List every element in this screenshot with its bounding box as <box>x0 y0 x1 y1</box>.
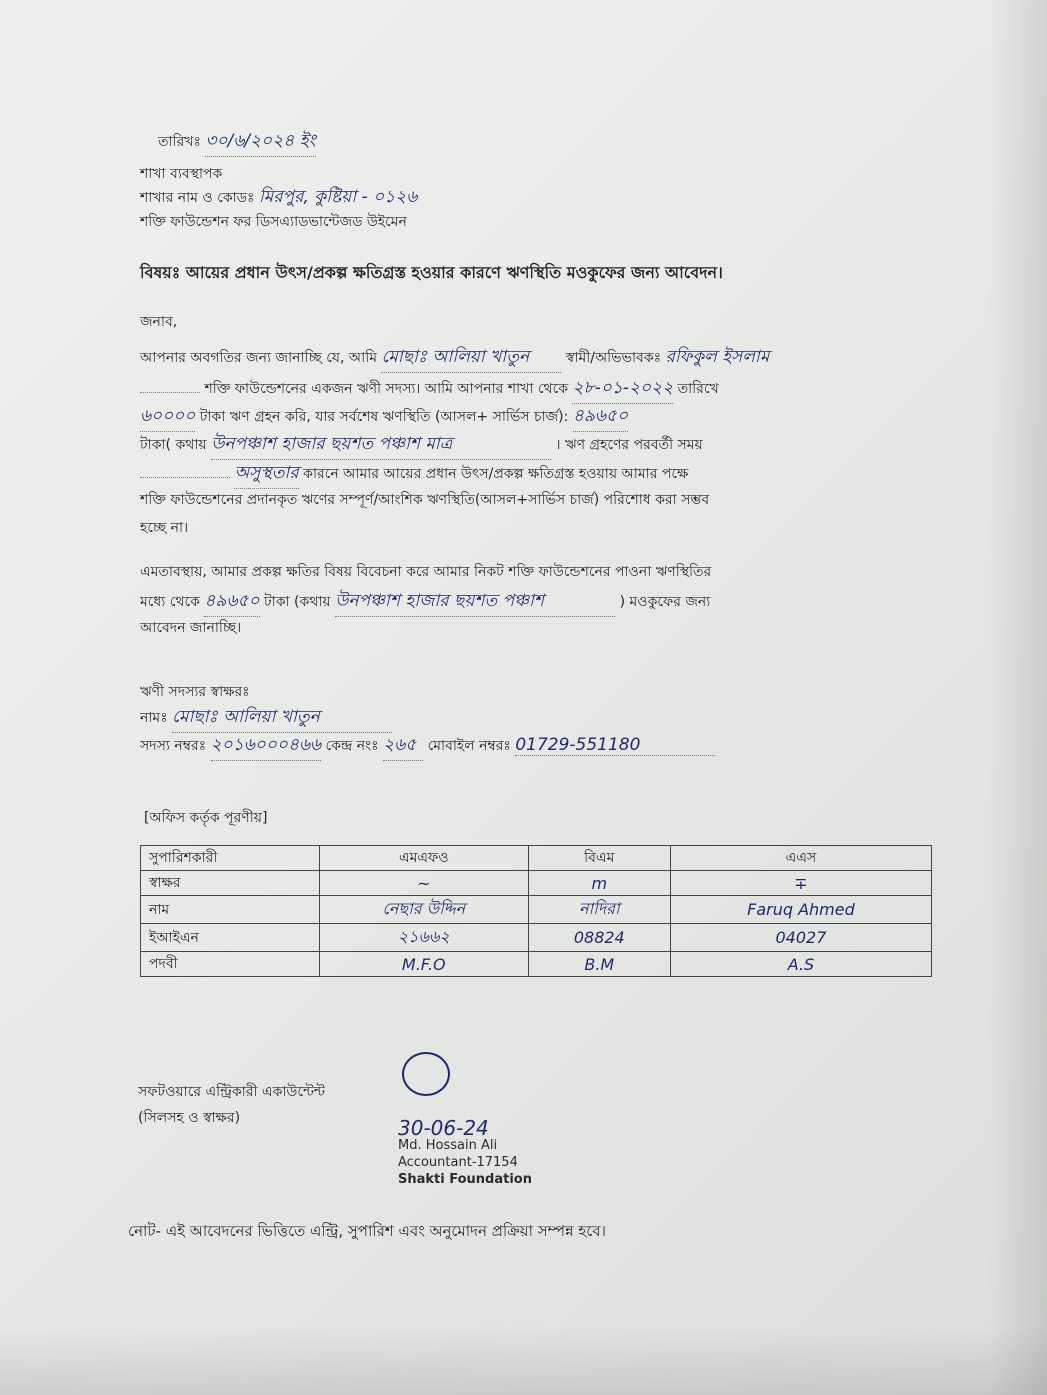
stamp-title: Accountant-17154 <box>398 1155 518 1170</box>
member-name-value: মোছাঃ আলিয়া খাতুন <box>381 344 561 373</box>
body-text: টাকা ঋণ গ্রহন করি, যার সর্বশেষ ঋণস্থিতি (আসল+ সার্ভিস চার্জ): <box>199 409 569 425</box>
body-text: কারনে আমার আয়ের প্রধান উৎস/প্রকল্প ক্ষতিগ্রস্ত হওয়ায় আমার পক্ষে <box>303 466 689 482</box>
recommendation-table <box>140 845 932 977</box>
row-label: স্বাক্ষর <box>141 871 320 896</box>
table-cell <box>319 924 528 952</box>
body-text: তারিখে <box>677 381 719 397</box>
table-cell <box>528 952 670 977</box>
balance-words-value: উনপঞ্চাশ হাজার ছয়শত পঞ্চাশ মাত্র <box>211 431 551 460</box>
member-signature-label: ঋণী সদস্যর স্বাক্ষরঃ <box>140 684 250 700</box>
member-id-value: ২০১৬০০০৪৬৬ <box>211 732 322 761</box>
blank-dots <box>140 477 230 478</box>
table-row <box>141 952 932 977</box>
body-text: ) মওকুফের জন্য <box>619 594 711 610</box>
stamp-org: Shakti Foundation <box>398 1172 532 1187</box>
table-cell <box>319 896 528 924</box>
footer-note: নোট- এই আবেদনের ভিত্তিতে এন্ট্রি, সুপারিশ এবং অনুমোদন প্রক্রিয়া সম্পন্ন হবে। <box>128 1222 606 1240</box>
accountant-label-1: সফটওয়ারে এন্ট্রিকারী একাউন্টেন্ট <box>138 1084 325 1100</box>
signature-mark: ~ <box>319 871 528 896</box>
para2-line-1: এমতাবস্থায়, আমার প্রকল্প ক্ষতির বিষয় বিবেচনা করে আমার নিকট শক্তি ফাউন্ডেশনের পাওনা ঋণস্থিতির <box>140 564 712 580</box>
row-label: ইআইএন <box>141 924 320 952</box>
cell-value: 08824 <box>573 928 625 947</box>
date-value: ৩০/৬/২০২৪ ইং <box>205 128 315 157</box>
mobile-value: 01729-551180 <box>515 735 715 756</box>
cell-value: ২১৬৬২ <box>397 927 450 946</box>
salutation: জনাব, <box>140 314 178 330</box>
body-text: টাকা( কথায় <box>140 437 207 453</box>
table-row <box>141 924 932 952</box>
office-use-label: [অফিস কর্তৃক পূরণীয়] <box>144 810 268 826</box>
body-line-4 <box>140 431 703 460</box>
cell-value: 04027 <box>775 928 827 947</box>
organization-name: শক্তি ফাউন্ডেশন ফর ডিসএ্যাডভান্টেজড উইমেন <box>140 214 407 230</box>
mobile-label: মোবাইল নম্বরঃ <box>427 738 511 754</box>
row-label: পদবী <box>141 952 320 977</box>
table-header-cell: বিএম <box>528 846 670 871</box>
body-line-7: হচ্ছে না। <box>140 520 189 536</box>
date-line <box>158 128 316 157</box>
reason-value: অসুস্থতার <box>234 460 298 489</box>
guardian-value: রফিকুল ইসলাম <box>665 347 770 367</box>
table-row <box>141 896 932 924</box>
paper-shadow-bottom <box>0 1325 1047 1395</box>
row-label: নাম <box>141 896 320 924</box>
member-id-label: সদস্য নম্বরঃ <box>140 738 207 754</box>
cell-value: B.M <box>584 954 615 974</box>
guardian-label: স্বামী/অভিভাবকঃ <box>565 350 662 366</box>
member-signature-name: মোছাঃ আলিয়া খাতুন <box>172 704 392 733</box>
table-cell <box>528 924 670 952</box>
loan-amount-value: ৬০০০০ <box>140 403 195 432</box>
cell-value: Faruq Ahmed <box>747 900 855 919</box>
center-label: কেন্দ্র নংঃ <box>325 738 379 754</box>
body-line-3 <box>140 403 628 432</box>
body-line-6: শক্তি ফাউন্ডেশনের প্রদানকৃত ঋণের সম্পূর্ণ/আংশিক ঋণস্থিতি(আসল+সার্ভিস চার্জ) পরিশোধ করা সম্ভব <box>140 492 710 508</box>
accountant-label-2: (সিলসহ ও স্বাক্ষর) <box>138 1110 241 1126</box>
table-header-cell: সুপারিশকারী <box>141 846 320 871</box>
table-cell <box>670 952 931 977</box>
waive-words-value: উনপঞ্চাশ হাজার ছয়শত পঞ্চাশ <box>335 588 615 617</box>
body-text: টাকা (কথায় <box>264 594 331 610</box>
branch-value: মিরপুর, কুষ্টিয়া - ০১২৬ <box>258 187 418 207</box>
balance-value: ৪৯৬৫০ <box>573 403 628 432</box>
stamp-name: Md. Hossain Ali <box>398 1138 498 1153</box>
table-cell <box>670 896 931 924</box>
table-header-cell: এএস <box>670 846 931 871</box>
signature-mark: m <box>528 871 670 896</box>
waive-amount-value: ৪৯৬৫০ <box>204 588 259 617</box>
body-text: শক্তি ফাউন্ডেশনের একজন ঋণী সদস্য। আমি আপনার শাখা থেকে <box>204 381 569 397</box>
addressee-title: শাখা ব্যবস্থাপক <box>140 166 223 182</box>
signature-seal <box>402 1052 450 1096</box>
body-text: মধ্যে থেকে <box>140 594 200 610</box>
member-name-label: নামঃ <box>140 710 168 726</box>
accountant-stamp <box>398 1116 532 1188</box>
cell-value: M.F.O <box>401 954 446 974</box>
paper-shadow-right <box>987 0 1047 1395</box>
subject-line: বিষয়ঃ আয়ের প্রধান উৎস/প্রকল্প ক্ষতিগ্রস্ত হওয়ার কারণে ঋণস্থিতি মওকুফের জন্য আবেদন। <box>140 263 723 282</box>
body-text: আপনার অবগতির জন্য জানাচ্ছি যে, আমি <box>140 350 378 366</box>
member-name-line <box>140 704 392 733</box>
cell-value: নাদিরা <box>578 899 620 918</box>
table-cell <box>528 896 670 924</box>
table-cell <box>670 924 931 952</box>
center-value: ২৬৫ <box>383 732 423 761</box>
body-line-1 <box>140 344 769 373</box>
date-label: তারিখঃ <box>158 134 201 150</box>
accountant-signature-date: 30-06-24 <box>398 1116 489 1140</box>
branch-label: শাখার নাম ও কোডঃ <box>140 190 255 206</box>
body-line-2 <box>140 375 719 404</box>
signature-mark: ∓ <box>670 871 931 896</box>
para2-line-2 <box>140 588 710 617</box>
body-text: । ঋণ গ্রহণের পরবর্তী সময় <box>555 437 703 453</box>
body-line-5 <box>140 460 688 489</box>
cell-value: A.S <box>787 954 815 974</box>
table-header-row <box>141 846 932 871</box>
table-cell <box>319 952 528 977</box>
branch-line <box>140 184 417 212</box>
blank-dots <box>140 392 200 393</box>
loan-date-value: ২৮-০১-২০২২ <box>572 375 673 404</box>
table-row <box>141 871 932 896</box>
member-id-line <box>140 732 715 761</box>
table-header-cell: এমএফও <box>319 846 528 871</box>
para2-line-3: আবেদন জানাচ্ছি। <box>140 620 242 636</box>
cell-value: নেছার উদ্দিন <box>382 899 466 918</box>
